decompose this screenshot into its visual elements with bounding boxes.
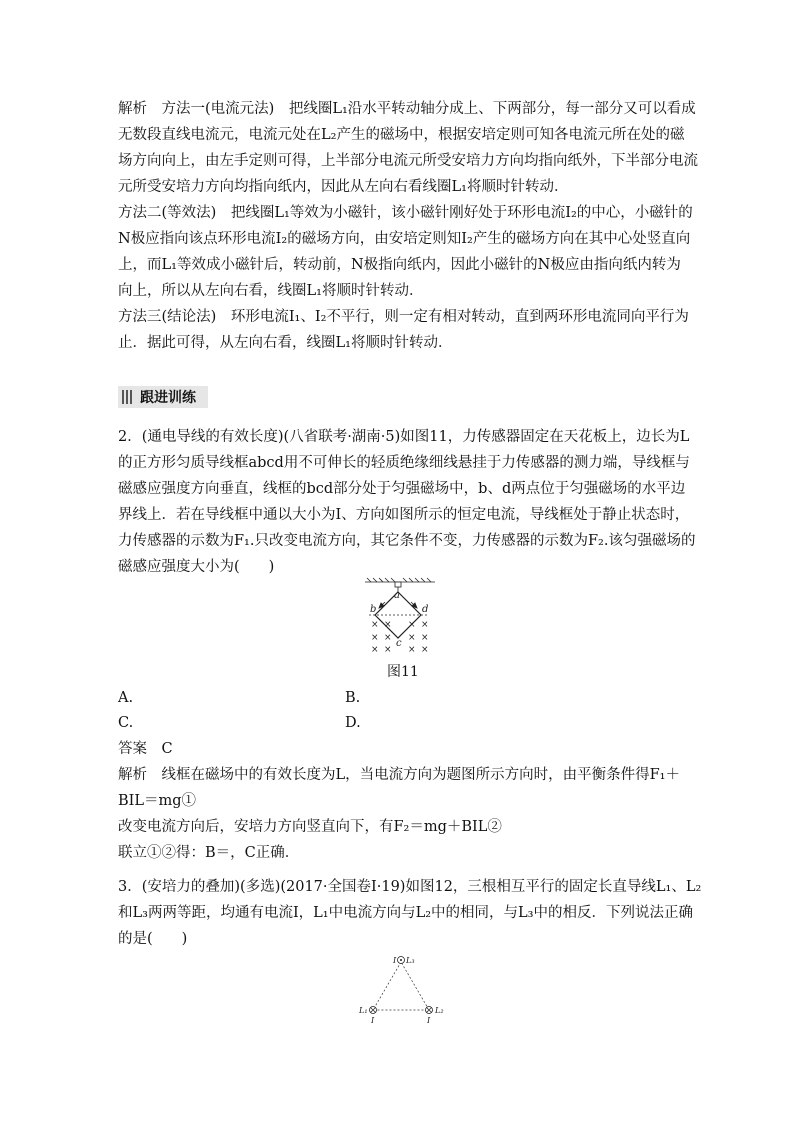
q2-line-6: 磁感应强度大小为( ): [118, 559, 275, 575]
label-I-right: I: [427, 1016, 431, 1025]
cross: ×: [421, 633, 429, 643]
label-b: b: [370, 604, 377, 615]
force-sensor: [395, 582, 401, 587]
analysis-line-1: 解析 方法一(电流元法) 把线圈L₁沿水平转动轴分成上、下两部分，每一部分又可以看成: [118, 101, 696, 117]
cross: ×: [371, 620, 379, 630]
label-a: a: [394, 590, 400, 601]
analysis-line-6: N极应指向该点环形电流I₂的磁场方向，由安培定则知I₂产生的磁场方向在其中心处竖直向: [118, 231, 691, 247]
q2-analysis-3: 改变电流方向后，安培力方向竖直向下，有F₂＝mg＋BIL②: [118, 819, 502, 835]
analysis-line-4: 元所受安培力方向均指向纸内，因此从左向右看线圈L₁将顺时针转动．: [118, 179, 569, 195]
q2-line-1: 2．(通电导线的有效长度)(八省联考·湖南·5)如图11，力传感器固定在天花板上，边长为L: [118, 429, 690, 445]
label-L2: L₂: [435, 1006, 444, 1015]
analysis-line-8: 向上，所以从左向右看，线圈L₁将顺时针转动．: [118, 283, 424, 299]
section-tag: [118, 386, 208, 408]
q2-line-3: 磁感应强度方向垂直，线框的bcd部分处于匀强磁场中，b、d两点位于匀强磁场的水平边: [118, 481, 686, 497]
cross: ×: [421, 645, 429, 654]
label-I-left: I: [371, 1016, 375, 1025]
figure-11: [355, 576, 445, 654]
q3-line-2: 和L₃两两等距，均通有电流I，L₁中电流方向与L₂中的相同，与L₃中的相反．下列说法正确: [118, 905, 693, 921]
q2-analysis-1: 解析 线框在磁场中的有效长度为L，当电流方向为题图所示方向时，由平衡条件得F₁＋: [118, 767, 680, 783]
q2-line-4: 界线上．若在导线框中通以大小为I、方向如图所示的恒定电流，导线框处于静止状态时，: [118, 507, 690, 523]
q2-analysis-4: 联立①②得：B＝，C正确．: [118, 845, 300, 861]
analysis-line-3: 场方向向上，由左手定则可得，上半部分电流元所受安培力方向均指向纸外，下半部分电流: [118, 153, 698, 169]
analysis-line-7: 上，而L₁等效成小磁针后，转动前，N极指向纸内，因此小磁针的N极应由指向纸内转为: [118, 257, 681, 273]
label-L1: L₁: [359, 1006, 368, 1015]
label-L3: L₃: [406, 956, 415, 965]
option-c: C.: [118, 715, 134, 731]
cross: ×: [384, 645, 392, 654]
cross: ×: [408, 645, 416, 654]
ceiling: [365, 578, 435, 582]
analysis-line-9: 方法三(结论法) 环形电流I₁、I₂不平行，则一定有相对转动，直到两环形电流同向平行为: [118, 309, 689, 325]
cross: ×: [421, 620, 429, 630]
figure-11-caption: 图11: [387, 664, 419, 680]
label-c: c: [396, 638, 402, 649]
q2-analysis-2: BIL＝mg①: [118, 793, 197, 809]
figure-12: [355, 950, 450, 1030]
wire-L1: [370, 1007, 377, 1014]
option-b: B.: [345, 690, 361, 706]
option-a: A.: [118, 690, 134, 706]
wire-L2: [426, 1007, 433, 1014]
section-bars-icon: [122, 390, 132, 404]
cross: ×: [384, 620, 392, 630]
label-I-top: I: [393, 956, 397, 965]
analysis-line-5: 方法二(等效法) 把线圈L₁等效为小磁针，该小磁针刚好处于环形电流I₂的中心，小磁针的: [118, 205, 693, 221]
q2-line-5: 力传感器的示数为F₁.只改变电流方向，其它条件不变，力传感器的示数为F₂.该匀强磁场的: [118, 533, 696, 549]
analysis-line-10: 止．据此可得，从左向右看，线圈L₁将顺时针转动．: [118, 335, 453, 351]
cross: ×: [408, 620, 416, 630]
triangle-dashed: [373, 962, 429, 1010]
wire-L3: [398, 957, 405, 964]
option-d: D.: [345, 715, 361, 731]
cross: ×: [384, 633, 392, 643]
cross: ×: [371, 645, 379, 654]
label-d: d: [422, 604, 429, 615]
section-title: 跟进训练: [140, 390, 196, 406]
q3-line-3: 的是( ): [118, 931, 188, 947]
q2-line-2: 的正方形匀质导线框abcd用不可伸长的轻质绝缘细线悬挂于力传感器的测力端，导线框与: [118, 455, 690, 471]
cross: ×: [408, 633, 416, 643]
q3-line-1: 3．(安培力的叠加)(多选)(2017·全国卷Ⅰ·19)如图12，三根相互平行的固定长直导线L₁、L₂: [118, 879, 702, 895]
analysis-line-2: 无数段直线电流元，电流元处在L₂产生的磁场中，根据安培定则可知各电流元所在处的磁: [118, 127, 685, 143]
q2-answer: 答案 C: [118, 741, 173, 757]
cross: ×: [371, 633, 379, 643]
